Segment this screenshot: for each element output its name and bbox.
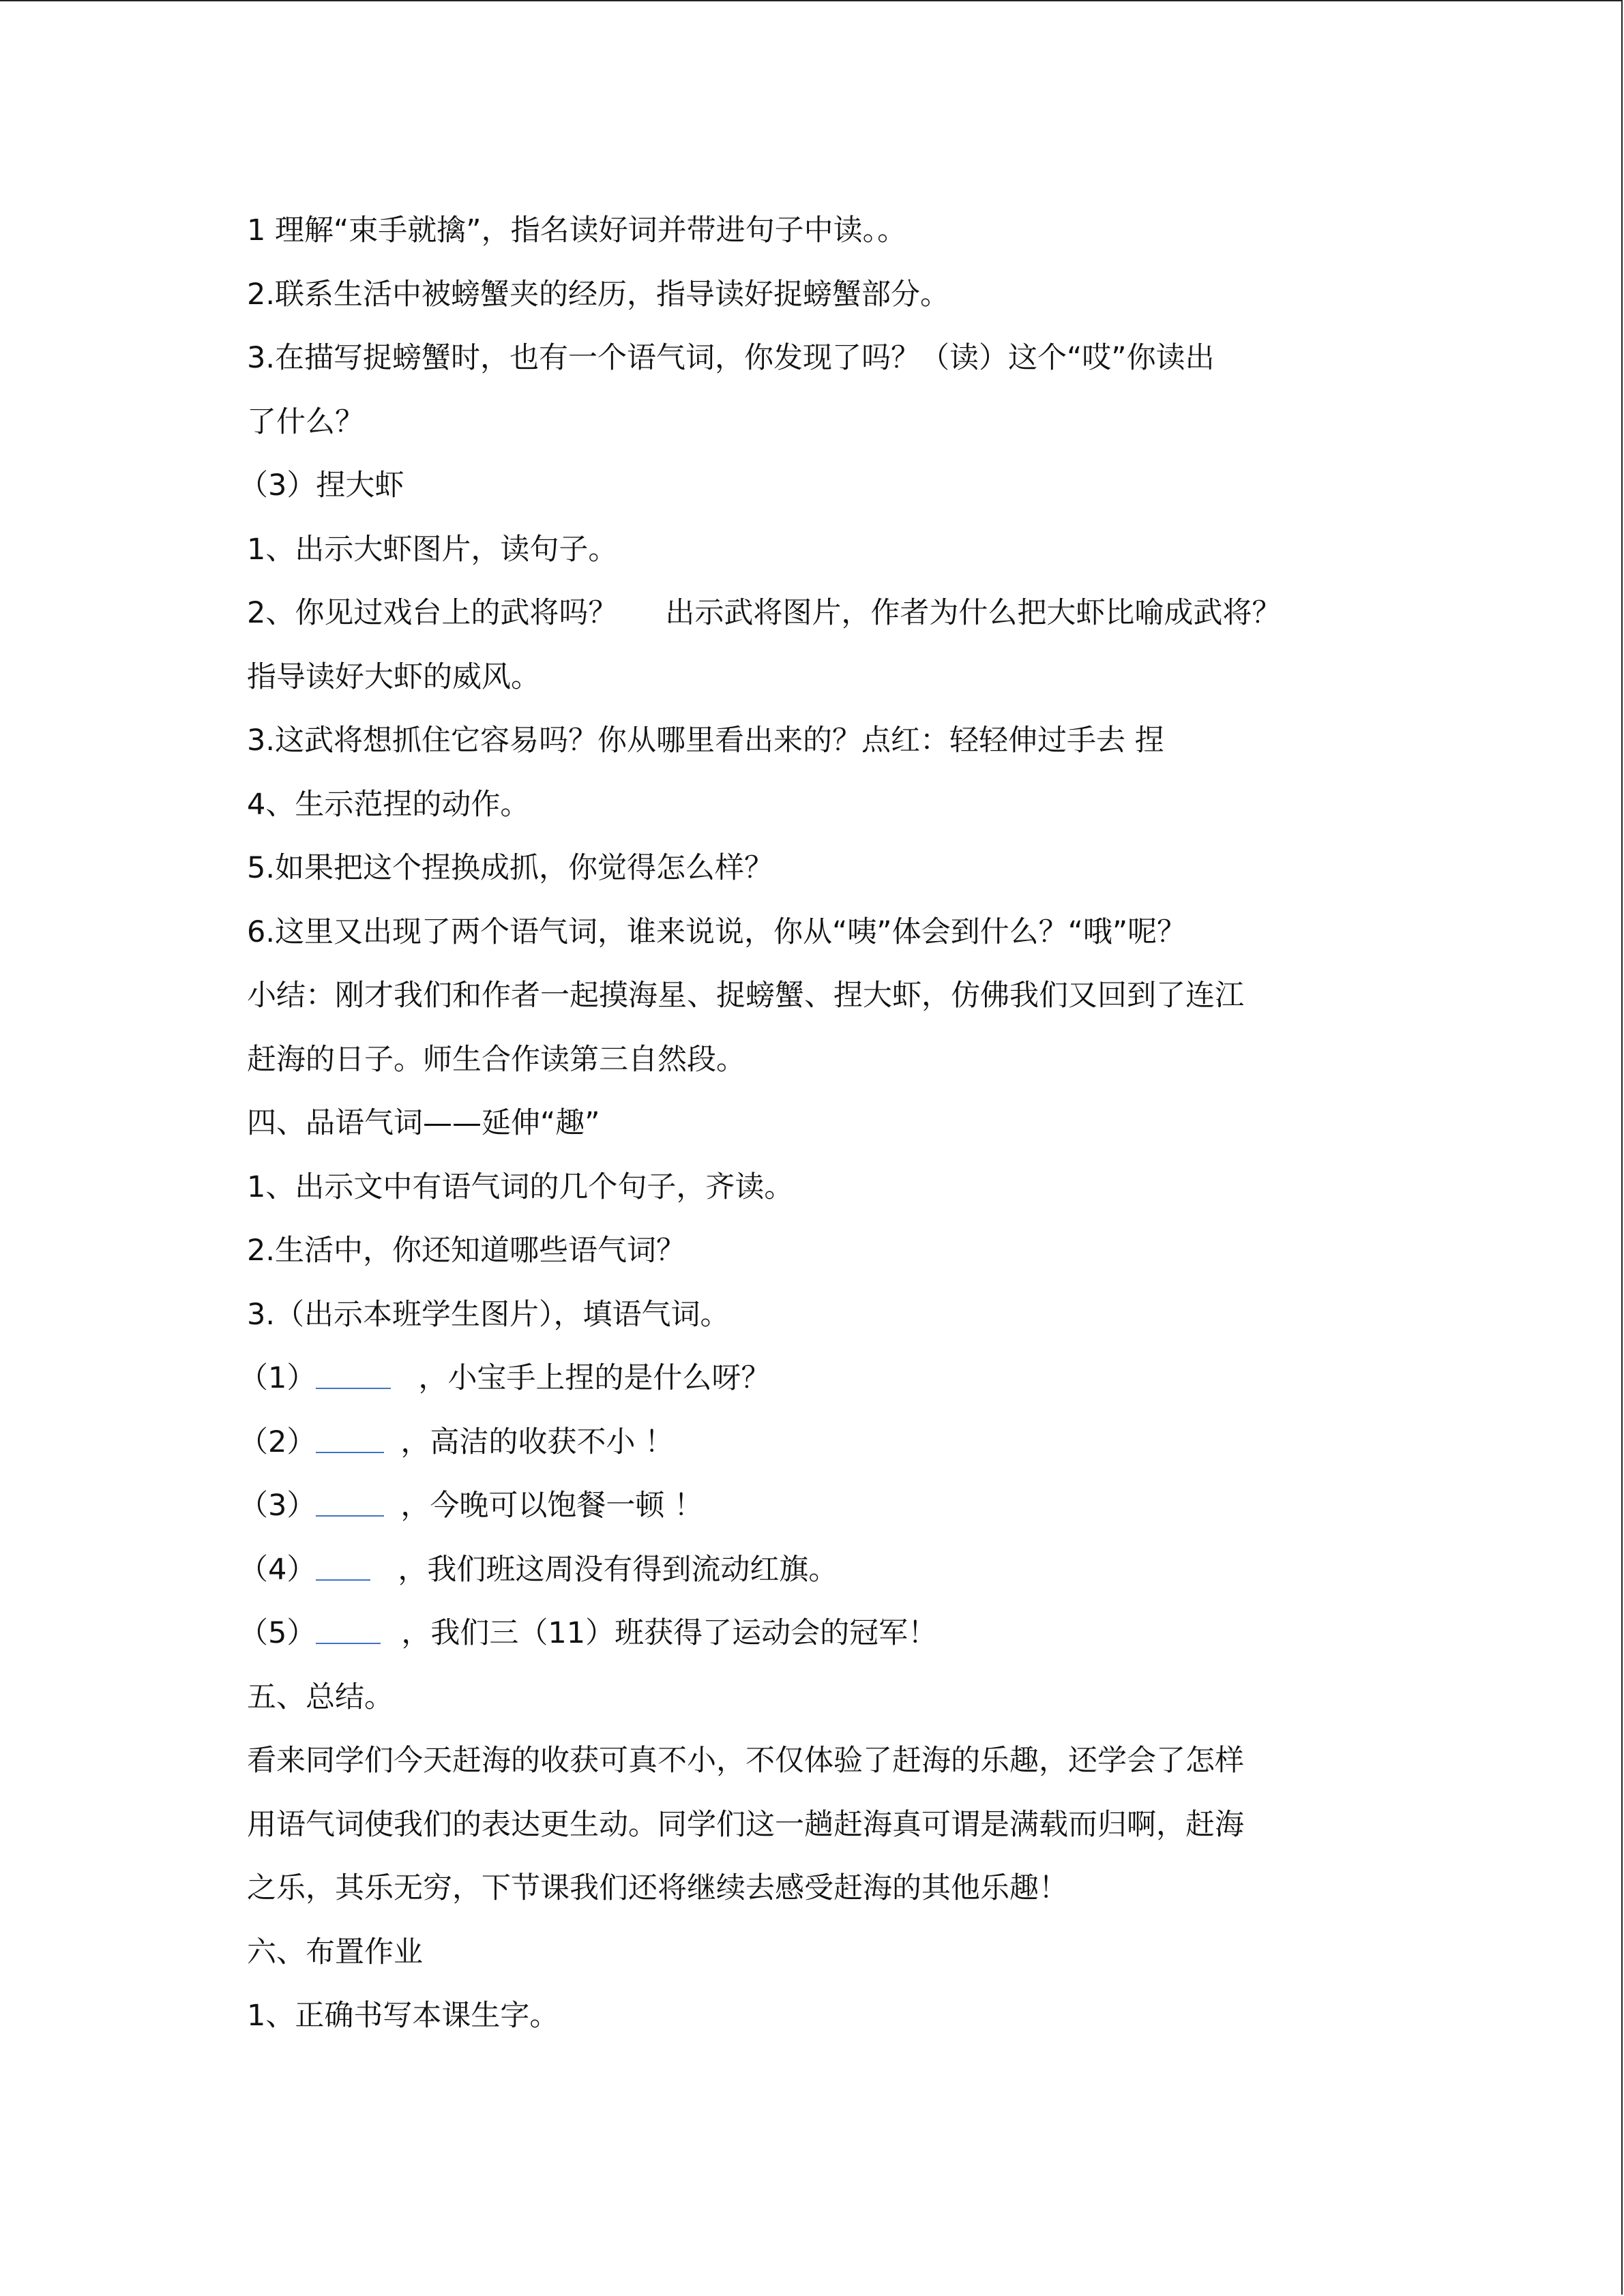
fill-blank-item	[239, 1411, 1379, 1475]
blank-underline[interactable]	[316, 1577, 370, 1581]
blank-label: （2）	[239, 1425, 316, 1459]
text-line: 2.联系生活中被螃蟹夹的经历，指导读好捉螃蟹部分。	[247, 277, 950, 312]
text-line: 1、出示文中有语气词的几个句子，齐读。	[247, 1169, 794, 1204]
text-segment: 出示武将图片，作者为什么把大虾比喻成武将？	[665, 596, 1282, 630]
blank-label: （1）	[239, 1361, 316, 1395]
blank-sentence: ，小宝手上捏的是什么呀？	[418, 1361, 771, 1395]
blank-underline[interactable]	[316, 1385, 391, 1389]
fill-blank-item	[239, 1538, 1379, 1602]
text-line: 3.这武将想抓住它容易吗？你从哪里看出来的？点红：轻轻伸过手去 捏	[247, 724, 1164, 758]
section-heading: 四、品语气词——延伸“趣”	[247, 1106, 600, 1140]
blank-underline[interactable]	[316, 1449, 384, 1453]
section-heading: 五、总结。	[247, 1680, 394, 1714]
text-line: 了什么？	[247, 404, 364, 439]
section-heading: 六、布置作业	[247, 1935, 423, 1969]
text-line: 小结：刚才我们和作者一起摸海星、捉螃蟹、捏大虾，仿佛我们又回到了连江	[247, 979, 1244, 1013]
document-body	[239, 199, 1379, 2048]
text-line: 2.生活中，你还知道哪些语气词？	[247, 1234, 686, 1268]
text-segment: 2、你见过戏台上的武将吗？	[247, 596, 618, 630]
blank-underline[interactable]	[316, 1512, 384, 1517]
blank-sentence: ，今晚可以饱餐一顿 ！	[400, 1489, 704, 1523]
fill-blank-item	[239, 1602, 1379, 1666]
text-line: 指导读好大虾的威风。	[247, 659, 540, 694]
blank-label: （4）	[239, 1552, 316, 1587]
text-line: 3.在描写捉螃蟹时，也有一个语气词，你发现了吗？（读）这个“哎”你读出	[247, 341, 1215, 375]
blank-underline[interactable]	[316, 1640, 381, 1644]
blank-sentence: ，我们班这周没有得到流动红旗。	[398, 1552, 838, 1587]
text-line: 1 理解“束手就擒”，指名读好词并带进句子中读。。	[247, 213, 907, 248]
section-subheading: （3）捏大虾	[239, 468, 404, 503]
blank-label: （5）	[239, 1616, 316, 1650]
blank-sentence: ，高洁的收获不小 ！	[400, 1425, 675, 1459]
text-line: 之乐，其乐无穷，下节课我们还将继续去感受赶海的其他乐趣！	[247, 1871, 1068, 1905]
text-line	[247, 582, 1379, 646]
fill-blank-item	[239, 1474, 1379, 1538]
text-line: 4、生示范捏的动作。	[247, 787, 530, 822]
fill-blank-item	[239, 1347, 1379, 1411]
blank-sentence: ，我们三（11）班获得了运动会的冠军！	[401, 1616, 938, 1650]
text-line: 5.如果把这个捏换成抓，你觉得怎么样？	[247, 851, 774, 885]
text-line: 6.这里又出现了两个语气词，谁来说说，你从“咦”体会到什么？“哦”呢？	[247, 914, 1187, 949]
text-line: 1、正确书写本课生字。	[247, 1999, 559, 2033]
text-line: 1、出示大虾图片，读句子。	[247, 532, 618, 567]
blank-label: （3）	[239, 1489, 316, 1523]
text-line: 赶海的日子。师生合作读第三自然段。	[247, 1042, 745, 1077]
text-line: 用语气词使我们的表达更生动。同学们这一趟赶海真可谓是满载而归啊，赶海	[247, 1807, 1244, 1842]
text-line: 3.（出示本班学生图片），填语气词。	[247, 1297, 730, 1332]
text-line: 看来同学们今天赶海的收获可真不小，不仅体验了赶海的乐趣，还学会了怎样	[247, 1744, 1244, 1778]
